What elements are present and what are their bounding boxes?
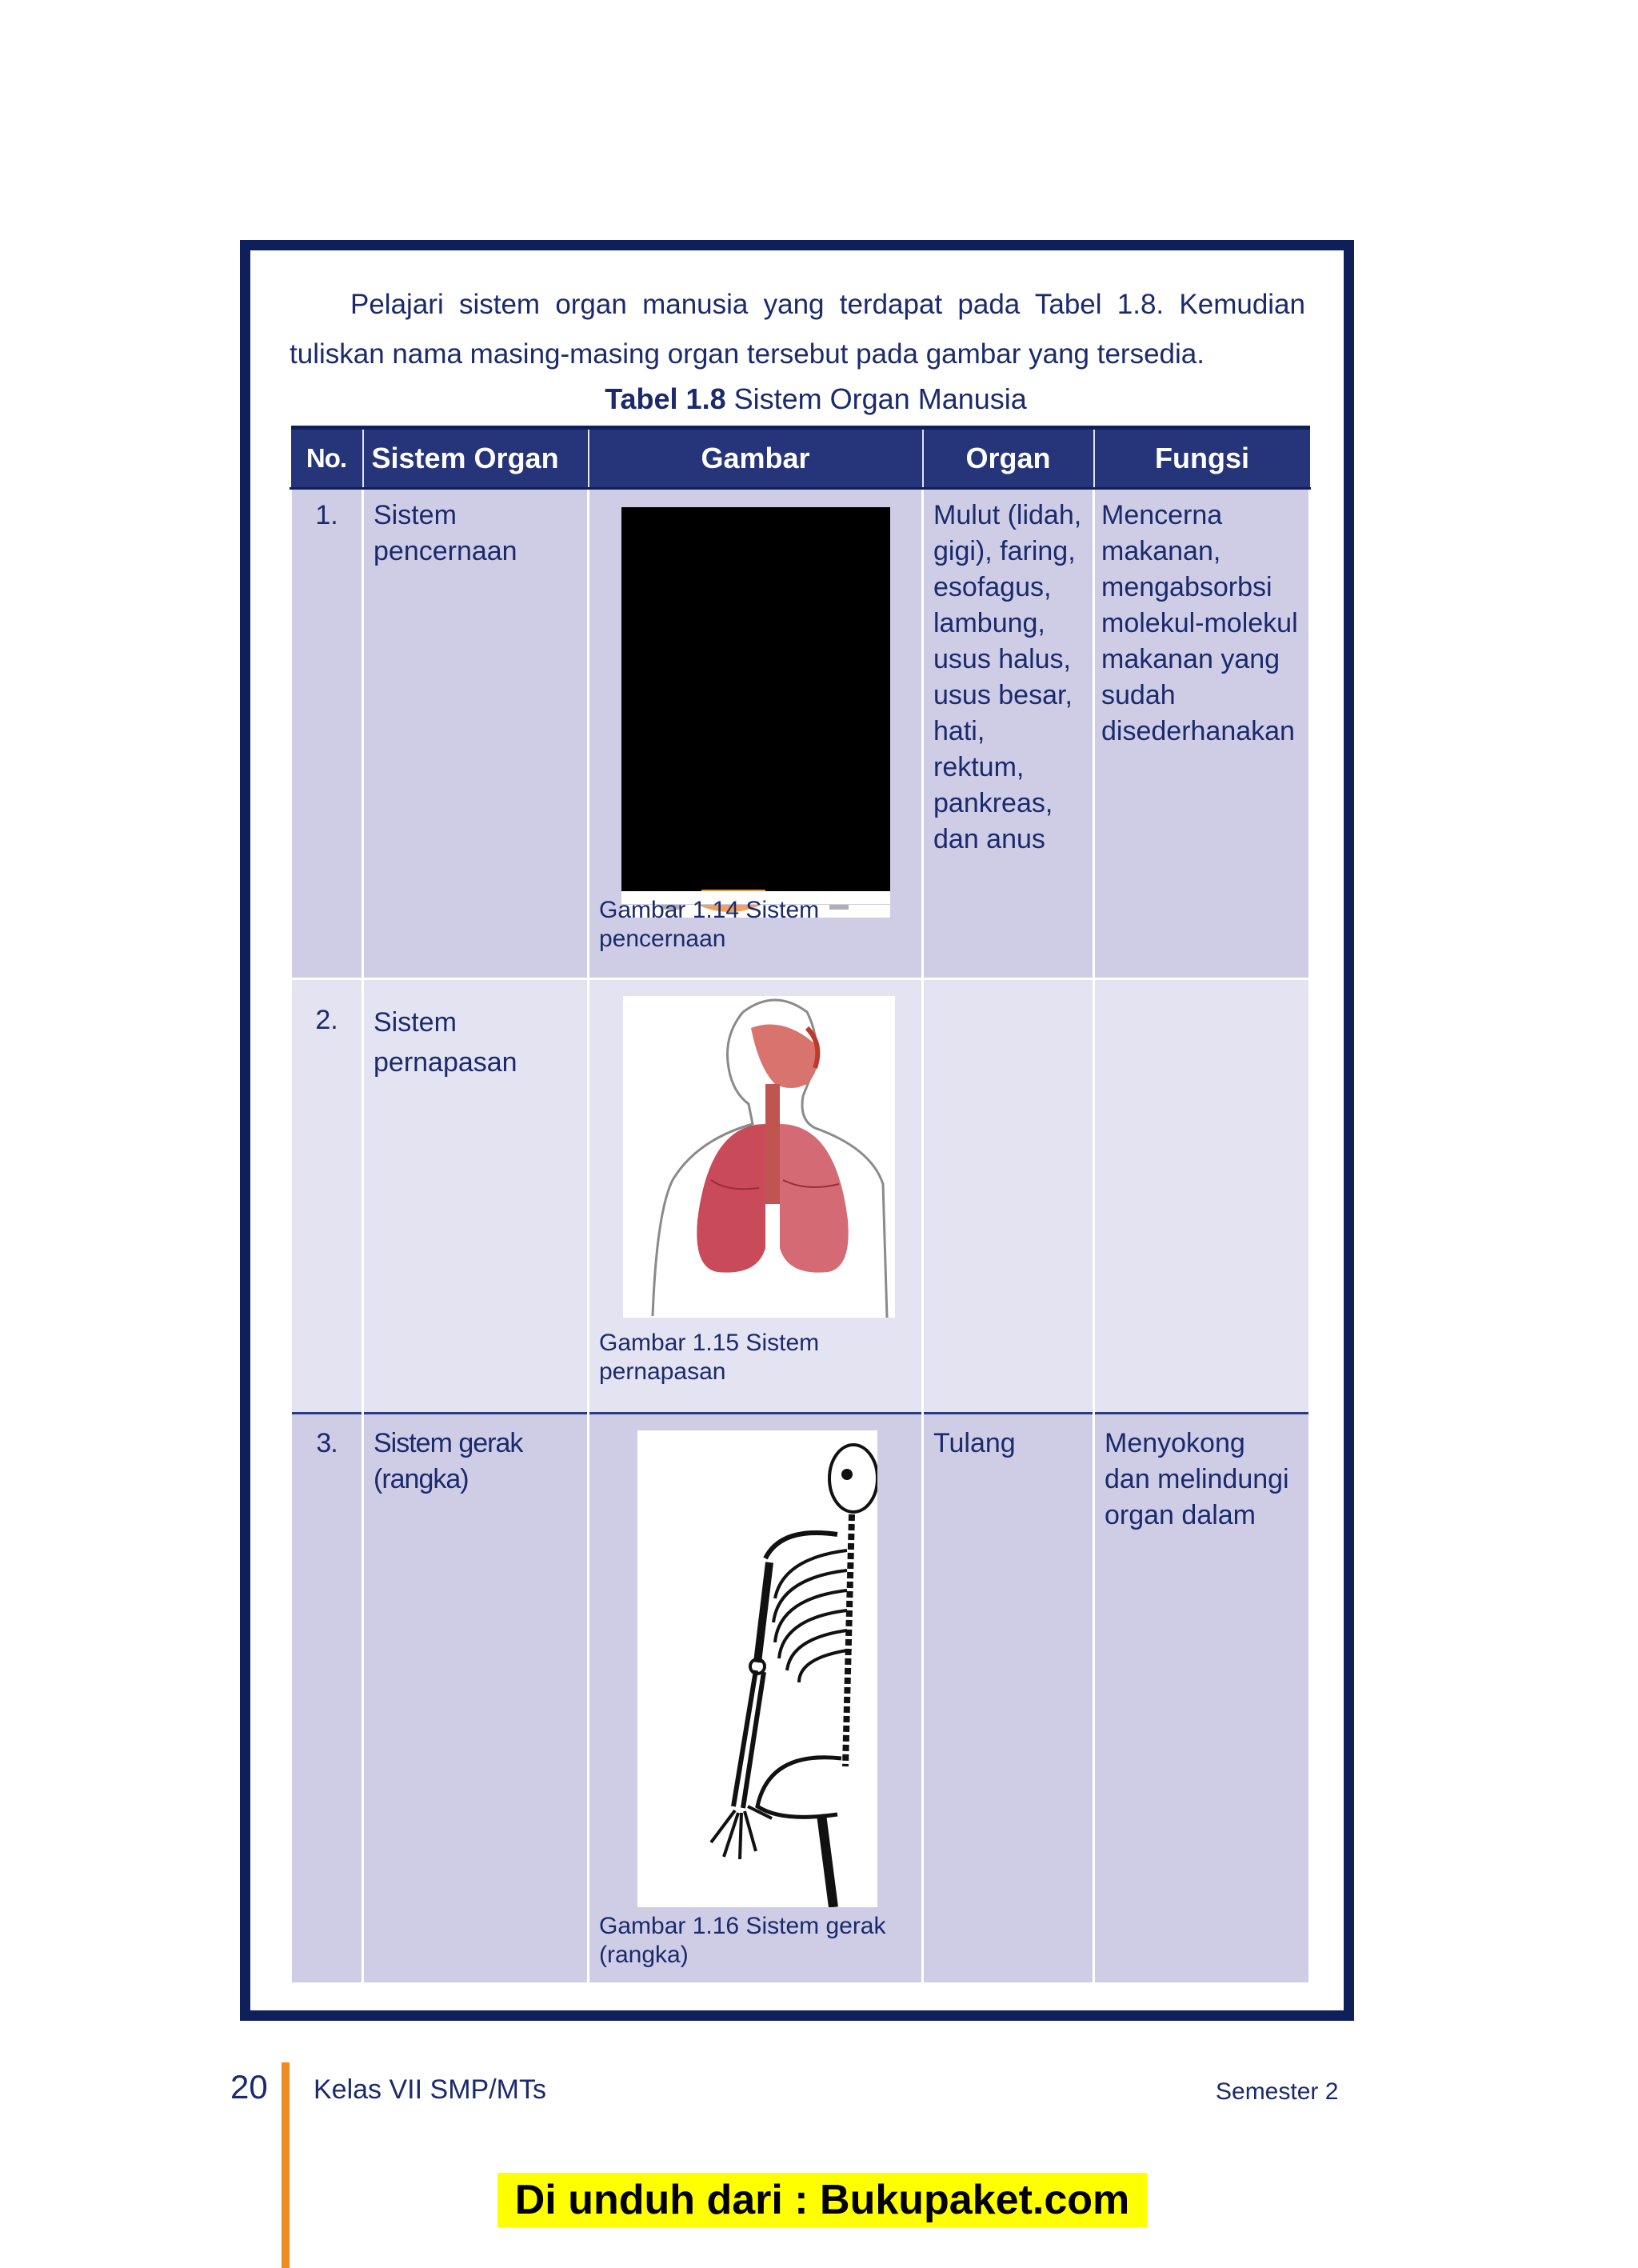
digestive-system-image — [621, 507, 890, 891]
header-fungsi: Fungsi — [1094, 428, 1310, 489]
row-gambar — [589, 979, 923, 1414]
respiratory-system-image — [623, 996, 895, 1318]
row-gambar — [589, 489, 923, 979]
row-fungsi — [1094, 979, 1310, 1414]
table-label: Tabel 1.8 — [605, 382, 726, 415]
row-sistem: Sistem gerak (rangka) — [363, 1414, 589, 1984]
row-number: 2. — [291, 979, 363, 1414]
footer-accent-bar — [282, 2062, 290, 2268]
row-fungsi: Mencerna makanan, mengabsorbsi molekul-molekul makanan yang sudah disederhanakan — [1094, 489, 1310, 979]
digestive-figure-svg — [621, 507, 890, 891]
row-organ — [923, 979, 1094, 1414]
table-row — [291, 979, 1310, 1414]
row-organ: Tulang — [923, 1414, 1094, 1984]
row-fungsi: Menyokong dan melindungi organ dalam — [1094, 1414, 1310, 1984]
intro-paragraph — [290, 280, 1305, 379]
skeleton-figure-svg — [637, 1430, 877, 1907]
download-banner: Di unduh dari : Bukupaket.com — [497, 2173, 1147, 2227]
intro-text: Pelajari sistem organ manusia yang terdapat pada Tabel 1.8. Kemudian tuliskan nama masing-masing organ tersebut pada gambar yang tersedia. — [290, 289, 1305, 370]
header-no: No. — [291, 428, 363, 489]
header-organ: Organ — [923, 428, 1094, 489]
table-row — [291, 1414, 1310, 1984]
table-row — [291, 489, 1310, 979]
row-sistem: Sistem pencernaan — [363, 489, 589, 979]
table-title: Sistem Organ Manusia — [733, 382, 1027, 415]
page-number: 20 — [230, 2068, 268, 2106]
respiratory-figure-svg — [623, 996, 895, 1318]
organ-system-table — [290, 426, 1311, 1985]
figure-caption: Gambar 1.15 Sistem pernapasan — [599, 1330, 820, 1385]
footer-class-label: Kelas VII SMP/MTs — [314, 2074, 546, 2105]
row-organ: Mulut (lidah, gigi), faring, esofagus, lambung, usus halus, usus besar, hati, rektum, pankreas, dan anus — [923, 489, 1094, 979]
table-caption — [240, 382, 1392, 416]
header-gambar: Gambar — [589, 428, 923, 489]
figure-caption: Gambar 1.16 Sistem gerak (rangka) — [599, 1913, 886, 1968]
row-gambar — [589, 1414, 923, 1984]
skeletal-system-image — [637, 1430, 877, 1907]
row-number: 1. — [291, 489, 363, 979]
header-sistem-organ: Sistem Organ — [363, 428, 589, 489]
table-header-row — [291, 428, 1310, 489]
footer-semester: Semester 2 — [1216, 2078, 1339, 2105]
row-number: 3. — [291, 1414, 363, 1984]
figure-caption: Gambar 1.14 Sistem pencernaan — [599, 897, 820, 952]
row-sistem: Sistem pernapasan — [363, 979, 589, 1414]
